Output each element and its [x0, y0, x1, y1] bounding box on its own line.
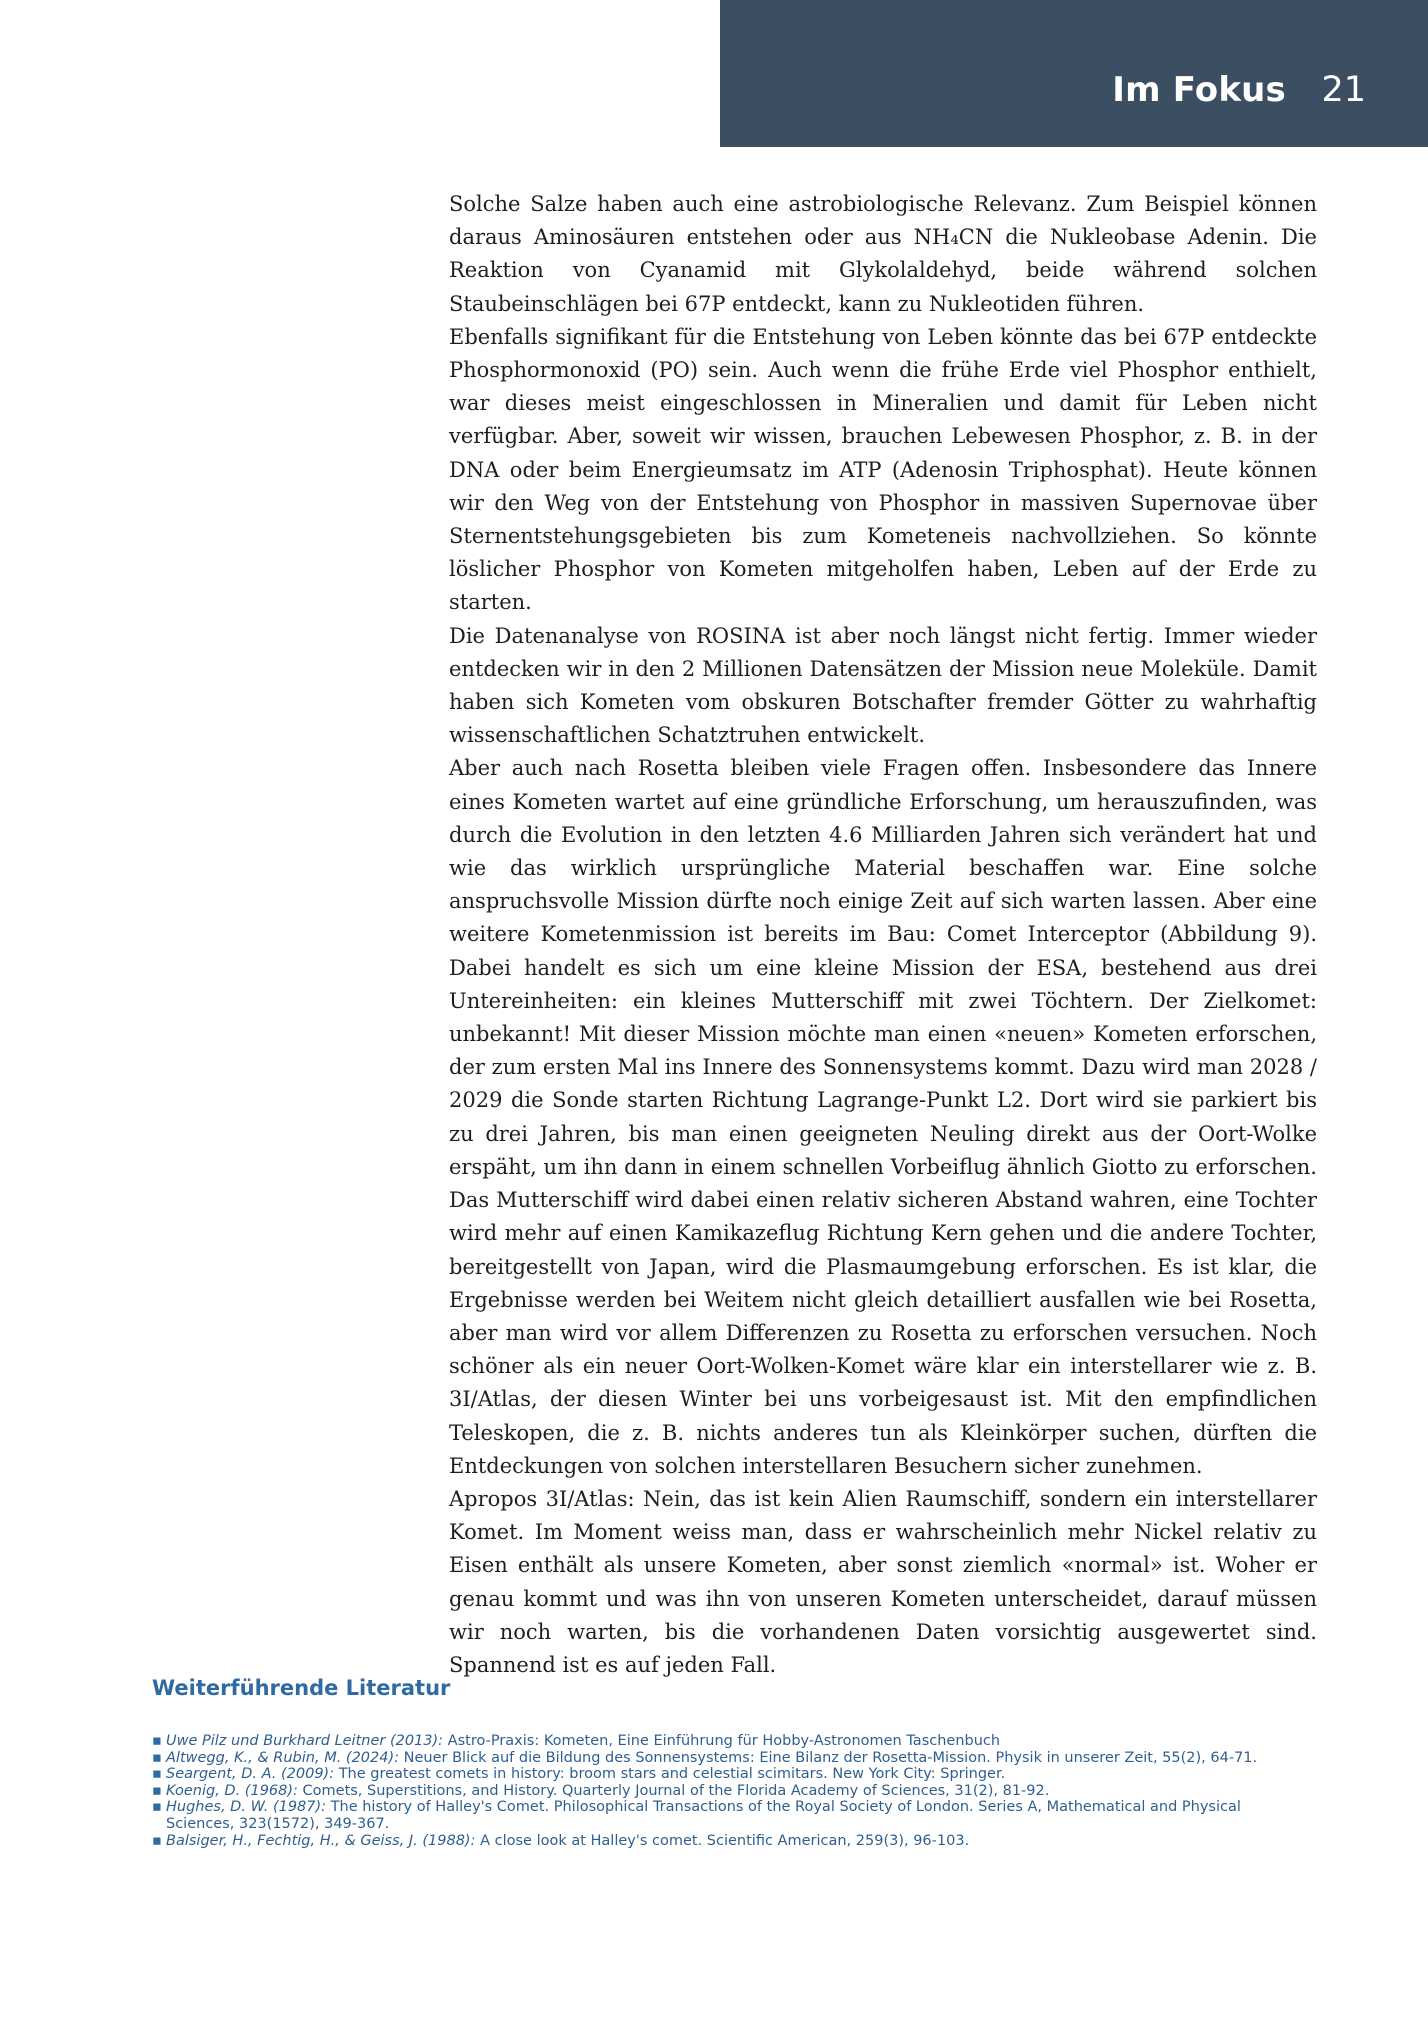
literature-item — [152, 1833, 1312, 1850]
literature-authors: Hughes, D. W. (1987): — [166, 1799, 327, 1816]
literature-authors: Balsiger, H., Fechtig, H., & Geiss, J. (1988): — [166, 1832, 476, 1849]
literature-authors: Koenig, D. (1968): — [166, 1782, 298, 1799]
literature-item — [152, 1766, 1312, 1783]
literature-heading: Weiterführende Literatur — [152, 1676, 451, 1700]
literature-list — [152, 1733, 1312, 1849]
literature-item — [152, 1783, 1312, 1800]
article-body — [449, 188, 1317, 1682]
literature-authors: Altwegg, K., & Rubin, M. (2024): — [166, 1749, 400, 1766]
paragraph: Aber auch nach Rosetta bleiben viele Fragen offen. Insbesondere das Innere eines Kometen wartet auf eine gründliche Erforschung, um herauszufinden, was durch die Evolution in den letzten 4.6 Milliarden Jahren sich verändert hat und wie das wirklich ursprüngliche Material beschaffen war. Eine solche anspruchsvolle Mission dürfte noch einige Zeit auf sich warten lassen. Aber eine weitere Kometenmission ist bereits im Bau: Comet Interceptor (Abbildung 9). Dabei handelt es sich um eine kleine Mission der ESA, bestehend aus drei Untereinheiten: ein kleines Mutterschiff mit zwei Töchtern. Der Zielkomet: unbekannt! Mit dieser Mission möchte man einen «neuen» Kometen erforschen, der zum ersten Mal ins Innere des Sonnensystems kommt. Dazu wird man 2028 / 2029 die Sonde starten Richtung Lagrange-Punkt L2. Dort wird sie parkiert bis zu drei Jahren, bis man einen geeigneten Neuling direkt aus der Oort-Wolke erspäht, um ihn dann in einem schnellen Vorbeiflug ähnlich Giotto zu erforschen. Das Mutterschiff wird dabei einen relativ sicheren Abstand wahren, eine Tochter wird mehr auf einen Kamikazeflug Richtung Kern gehen und die andere Tochter, bereitgestellt von Japan, wird die Plasmaumgebung erforschen. Es ist klar, die Ergebnisse werden bei Weitem nicht gleich detailliert ausfallen wie bei Rosetta, aber man wird vor allem Differenzen zu Rosetta zu erforschen versuchen. Noch schöner als ein neuer Oort-Wolken-Komet wäre klar ein interstellarer wie z. B. 3I/Atlas, der diesen Winter bei uns vorbeigesaust ist. Mit den empfindlichen Teleskopen, die z. B. nichts anderes tun als Kleinkörper suchen, dürften die Entdeckungen von solchen interstellaren Besuchern sicher zunehmen. — [449, 756, 1317, 1478]
section-header — [720, 0, 1428, 147]
page-number: 21 — [1321, 70, 1366, 110]
literature-item — [152, 1799, 1312, 1832]
literature-reference: The history of Halley's Comet. Philosophical Transactions of the Royal Society of London. Series A, Mathematical and Physical Sciences, 323(1572), 349-367. — [166, 1799, 1241, 1832]
literature-reference: Neuer Blick auf die Bildung des Sonnensystems: Eine Bilanz der Rosetta-Mission. Physik in unserer Zeit, 55(2), 64-71. — [399, 1749, 1258, 1766]
literature-reference: A close look at Halley's comet. Scientific American, 259(3), 96-103. — [475, 1832, 970, 1849]
paragraph: Solche Salze haben auch eine astrobiologische Relevanz. Zum Beispiel können daraus Aminosäuren entstehen oder aus NH₄CN die Nukleobase Adenin. Die Reaktion von Cyanamid mit Glykolaldehyd, beide während solchen Staubeinschlägen bei 67P entdeckt, kann zu Nukleotiden führen. — [449, 192, 1317, 316]
literature-authors: Seargent, D. A. (2009): — [166, 1766, 335, 1783]
literature-item — [152, 1733, 1312, 1750]
literature-authors: Uwe Pilz und Burkhard Leitner (2013): — [166, 1733, 444, 1749]
literature-reference: Astro-Praxis: Kometen, Eine Einführung für Hobby-Astronomen Taschenbuch — [443, 1733, 1001, 1749]
paragraph: Apropos 3I/Atlas: Nein, das ist kein Alien Raumschiff, sondern ein interstellarer Komet. Im Moment weiss man, dass er wahrscheinlich mehr Nickel relativ zu Eisen enthält als unsere Kometen, aber sonst ziemlich «normal» ist. Woher er genau kommt und was ihn von unseren Kometen unterscheidet, darauf müssen wir noch warten, bis die vorhandenen Daten vorsichtig ausgewertet sind. Spannend ist es auf jeden Fall. — [449, 1486, 1317, 1677]
literature-reference: Comets, Superstitions, and History. Quarterly Journal of the Florida Academy of Sciences, 31(2), 81-92. — [297, 1782, 1050, 1799]
literature-reference: The greatest comets in history: broom stars and celestial scimitars. New York City: Springer. — [334, 1766, 1006, 1783]
section-title: Im Fokus — [1112, 70, 1286, 110]
paragraph: Ebenfalls signifikant für die Entstehung von Leben könnte das bei 67P entdeckte Phosphormonoxid (PO) sein. Auch wenn die frühe Erde viel Phosphor enthielt, war dieses meist eingeschlossen in Mineralien und damit für Leben nicht verfügbar. Aber, soweit wir wissen, brauchen Lebewesen Phosphor, z. B. in der DNA oder beim Energieumsatz im ATP (Adenosin Triphosphat). Heute können wir den Weg von der Entstehung von Phosphor in massiven Supernovae über Sternentstehungsgebieten bis zum Kometeneis nachvollziehen. So könnte löslicher Phosphor von Kometen mitgeholfen haben, Leben auf der Erde zu starten. — [449, 324, 1317, 615]
paragraph: Die Datenanalyse von ROSINA ist aber noch längst nicht fertig. Immer wieder entdecken wir in den 2 Millionen Datensätzen der Mission neue Moleküle. Damit haben sich Kometen vom obskuren Botschafter fremder Götter zu wahrhaftig wissenschaftlichen Schatztruhen entwickelt. — [449, 623, 1317, 748]
literature-item — [152, 1750, 1312, 1767]
